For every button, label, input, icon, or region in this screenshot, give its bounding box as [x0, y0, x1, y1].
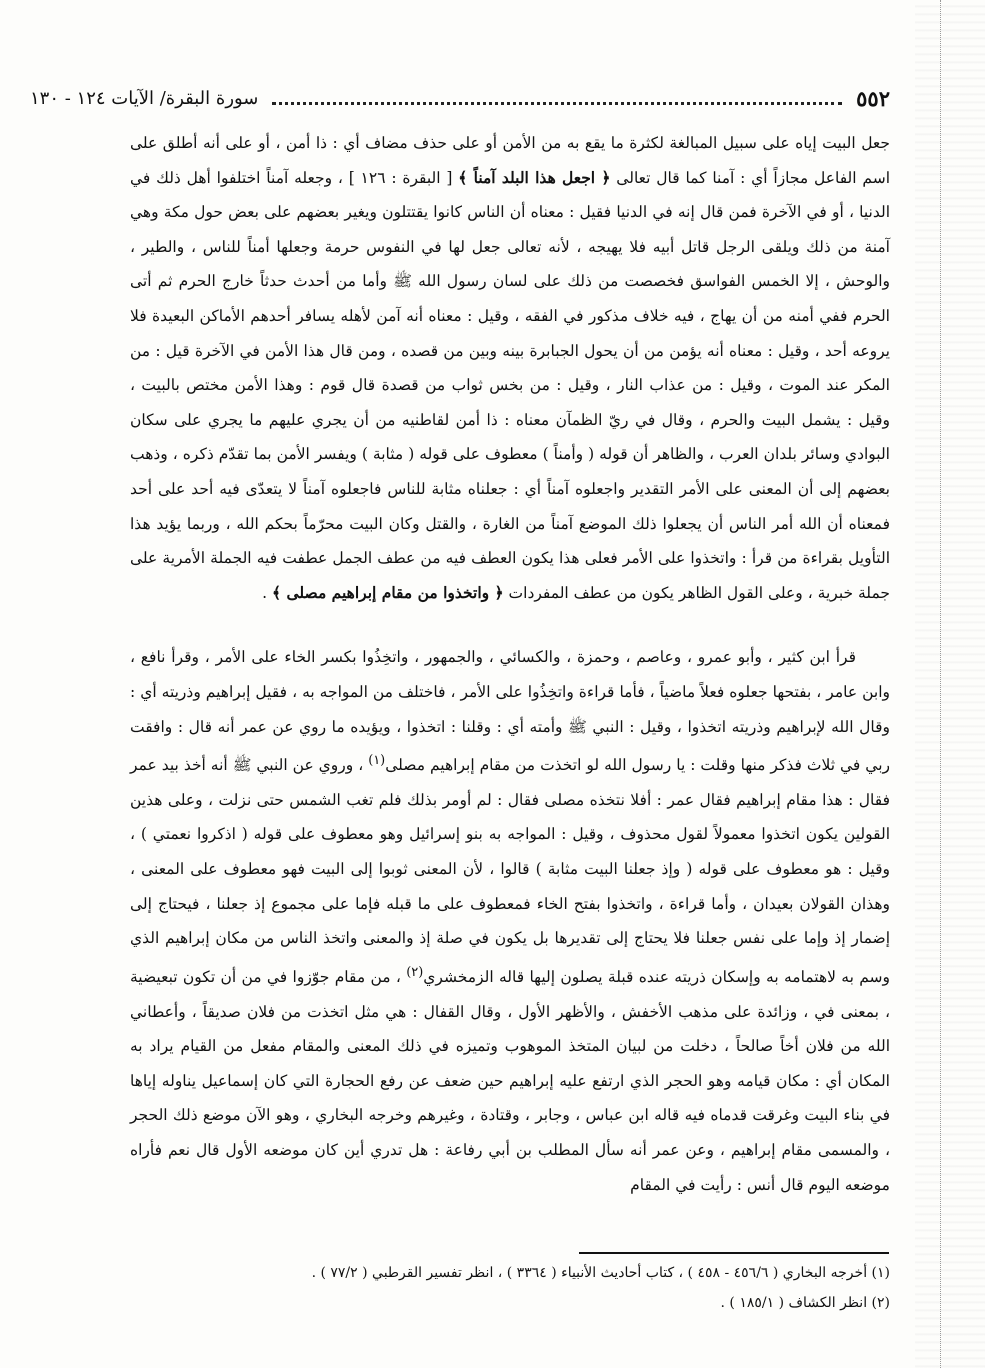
paragraph-2-part-3: ، من مقام جوّزوا في من أن تكون تبعيضية ، بمعنى في ، وزائدة على مذهب الأخفش ، والأظهر الأول ، وقال القفال : هي مثل اتخذت من فلان صديقاً ، وأعطاني الله من فلان أخاً صالحاً ، دخلت من لبيان المتخذ الموهوب وتميزه في ذلك المعنى والمقام مفعل من القيام يراد به المكان أي : مكان قيامه وهو الحجر الذي ارتفع عليه إبراهيم حين ضعف عن رفع الحجارة التي كان إسماعيل يناوله إياها في بناء البيت وغرقت قدماه فيه قاله ابن عباس ، وجابر ، وقتادة ، وغيرهم وخرجه البخاري ، وهو الآن موضع ذلك الحجر ، والمسمى مقام إبراهيم ، وعن عمر أنه سأل المطلب بن أبي رفاعة : هل تدري أين كان موضعه الأول قال نعم فأراه موضعه اليوم قال أنس : رأيت في المقام: [130, 967, 890, 1194]
footnote-ref-1[interactable]: (١): [368, 753, 386, 769]
quran-quote-2: ﴿ واتخذوا من مقام إبراهيم مصلى ﴾: [272, 582, 504, 602]
paragraph-1-part-2: [ البقرة : ١٢٦ ] ، وجعله آمناً اختلفوا أهل ذلك في الدنيا ، أو في الآخرة فمن قال إنه في الدنيا فقيل : معناه أن الناس كانوا يقتتلون ويغير بعضهم على بعض حول مكة وهي آمنة من ذلك ويلقى الرجل قاتل أبيه فلا يهيجه ، لأنه تعالى جعل لها في النفوس حرمة وجعلها أمناً للناس ، والطير ، والوحش ، إلا الخمس الفواسق فخصصت من ذلك على لسان رسول الله ﷺ وأما من أحدث حدثاً خارج الحرم ثم أتى الحرم ففي أمنه من أن يهاج ، فيه خلاف مذكور في الفقه ، وقيل : معناه أنه آمن لأهله يسافر أحدهم الأماكن البعيدة فلا يروعه أحد ، وقيل : معناه أنه يؤمن من أن يحول الجبابرة بينه وبين من قصده ، ومن قال هذا الأمن في الآخرة قيل : من المكر عند الموت ، وقيل : من عذاب النار ، وقيل : من بخس ثواب من قصدة قال قوم : وهذا الأمن مختص بالبيت ، وقيل : يشمل البيت والحرم ، وقال في ريّ الظمآن معناه : ذا أمن لقاطنيه من أن يجري عليهم ما يجري على سكان البوادي وسائر بلدان العرب ، والظاهر أن قوله ( وأمناً ) معطوف على قوله ( مثابة ) ويفسر الأمن بما تقدّم ذكره ، وذهب بعضهم إلى أن المعنى على الأمر التقدير واجعلوه آمناً أي : جعلناه مثابة للناس فاجعلوه آمناً لا يتعدّى فيه أحد على أحد فمعناه أن الله أمر الناس أن يجعلوا ذلك الموضع آمناً من الغارة ، والقتل وكان البيت محرّماً بحكم الله ، وربما يؤيد هذا التأويل بقراءة من قرأ : واتخذوا على الأمر فعلى هذا يكون العطف فيه من عطف الجمل عطفت فيه الجملة الأمرية على جملة خبرية ، وعلى القول الظاهر يكون من عطف المفردات: [130, 168, 890, 602]
footnote-ref-2[interactable]: (٢): [406, 964, 424, 980]
footnote-separator: [579, 1252, 889, 1254]
footnote-2: (٢) انظر الكشاف ( ١٨٥/١ ) .: [720, 1295, 890, 1311]
paragraph-gap: [130, 610, 890, 640]
scan-edge-shadow: [915, 0, 985, 1368]
paragraph-2-part-2: ، وروي عن النبي ﷺ أنه أخذ بيد عمر فقال : هذا مقام إبراهيم فقال عمر : أفلا نتخذه مصلى فقال : لم أومر بذلك فلم تغب الشمس حتى نزلت ، وعلى هذين القولين يكون اتخذوا معمولاً لقول محذوف ، وقيل : المواجه به بنو إسرائيل وهو معطوف على قوله ( اذكروا نعمتي ) ، وقيل : هو معطوف على قوله ( وإذ جعلنا البيت مثابة ) قالوا ، لأن المعنى ثوبوا إلى البيت فهو معطوف على المعنى ، وهذان القولان بعيدان ، وأما قراءة ، واتخذوا بفتح الخاء فمعطوف على ما قبله فإما على مجموع إذ جعلنا ، فيحتاج إلى إضمار إذ وإما على نفس جعلنا فلا يحتاج إلى تقديرها بل يكون في صلة إذ والمعنى واتخذ الناس من مكان إبراهيم الذي وسم به لاهتمامه به وإسكان ذريته عنده قبلة يصلون إليها قاله الزمخشري: [130, 756, 890, 986]
page-header: [30, 82, 890, 114]
footnote-1: (١) أخرجه البخاري ( ٤٥٦/٦ - ٤٥٨ ) ، كتاب أحاديث الأنبياء ( ٣٣٦٤ ) ، انظر تفسير القرطبي ( ٧٧/٢ ) .: [311, 1265, 890, 1281]
page-number: ٥٥٢: [856, 85, 890, 111]
paragraph-2-part-1: قرأ ابن كثير ، وأبو عمرو ، وعاصم ، وحمزة ، والكسائي ، والجمهور ، واتخِذُوا بكسر الخاء على الأمر ، وقرأ نافع ، وابن عامر ، بفتحها جعلوه فعلاً ماضياً ، فأما قراءة واتخِذُوا على الأمر ، فاختلف من المواجه به ، فقيل إبراهيم وذريته أي : وقال الله لإبراهيم وذريته اتخذوا ، وقيل : النبي ﷺ وأمته أي : وقلنا : اتخذوا ، ويؤيده ما روي عن عمر أنه قال : وافقت ربي في ثلاث فذكر منها وقلت : يا رسول الله لو اتخذت من مقام إبراهيم مصلى: [130, 648, 890, 775]
scan-edge-line: [939, 0, 941, 1368]
header-dotted-rule: [272, 92, 842, 105]
paragraph-2: [130, 640, 890, 1202]
footnotes: [130, 1258, 890, 1318]
paragraph-1-end: .: [262, 583, 273, 602]
quran-quote-1: ﴿ اجعل هذا البلد آمناً ﴾: [458, 167, 611, 187]
main-text: [130, 126, 890, 1202]
paragraph-1-part-1: جعل البيت إياه على سبيل المبالغة لكثرة ما يقع به من الأمن أو على حذف مضاف أي : ذا أمن ، أو على أنه أطلق على اسم الفاعل مجازاً أي : آمنا كما قال تعالى: [130, 134, 891, 187]
paragraph-1: [130, 126, 890, 610]
running-title: سورة البقرة/ الآيات ١٢٤ - ١٣٠: [30, 87, 259, 109]
